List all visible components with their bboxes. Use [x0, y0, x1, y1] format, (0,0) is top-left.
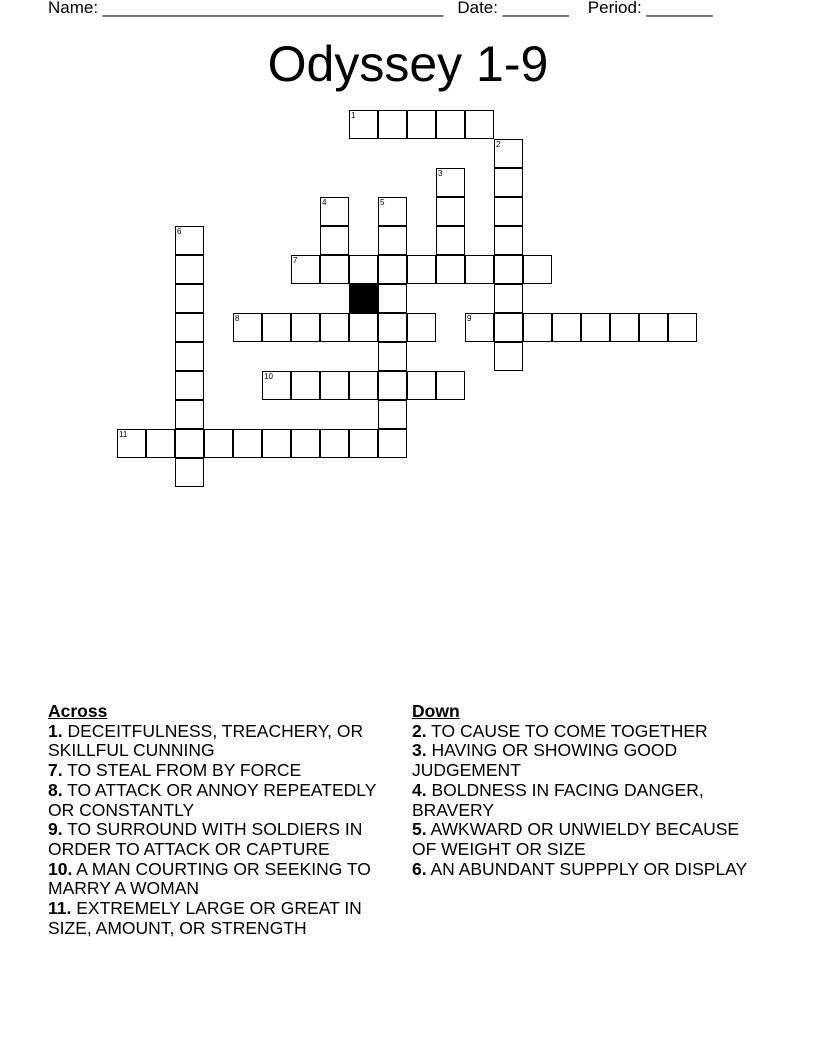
clue-text: BOLDNESS IN FACING DANGER, BRAVERY — [412, 779, 704, 820]
crossword-cell[interactable] — [291, 255, 320, 284]
clue-number: 8. — [48, 779, 63, 800]
crossword-cell[interactable] — [349, 110, 378, 139]
clue-text: AN ABUNDANT SUPPPLY OR DISPLAY — [426, 858, 748, 879]
crossword-cell[interactable] — [668, 313, 697, 342]
clue-text: TO ATTACK OR ANNOY REPEATEDLY OR CONSTANTLY — [48, 779, 377, 820]
crossword-cell[interactable] — [175, 429, 204, 458]
clue-number: 6. — [412, 858, 427, 879]
crossword-cell[interactable] — [349, 313, 378, 342]
crossword-cell[interactable] — [320, 226, 349, 255]
down-clue — [412, 722, 762, 742]
across-clue — [48, 820, 398, 859]
cell-number: 2 — [496, 140, 501, 149]
crossword-cell[interactable] — [175, 371, 204, 400]
crossword-cell[interactable] — [407, 255, 436, 284]
across-heading: Across — [48, 701, 108, 721]
crossword-cell[interactable] — [494, 168, 523, 197]
crossword-cell[interactable] — [407, 110, 436, 139]
crossword-cell[interactable] — [436, 197, 465, 226]
crossword-cell[interactable] — [378, 197, 407, 226]
across-clue — [48, 899, 398, 938]
across-clue — [48, 722, 398, 761]
clue-number: 4. — [412, 779, 427, 800]
clue-text: A MAN COURTING OR SEEKING TO MARRY A WOMAN — [48, 858, 371, 899]
crossword-cell[interactable] — [233, 429, 262, 458]
cell-number: 9 — [467, 314, 472, 323]
crossword-cell[interactable] — [465, 313, 494, 342]
crossword-cell[interactable] — [349, 371, 378, 400]
across-clue-list — [48, 722, 398, 939]
crossword-cell[interactable] — [378, 371, 407, 400]
crossword-grid — [0, 0, 816, 500]
cell-number: 7 — [293, 256, 298, 265]
clue-text: HAVING OR SHOWING GOOD JUDGEMENT — [412, 740, 678, 781]
crossword-cell[interactable] — [175, 458, 204, 487]
cell-number: 3 — [438, 169, 443, 178]
crossword-cell[interactable] — [523, 255, 552, 284]
crossword-cell[interactable] — [378, 400, 407, 429]
crossword-cell[interactable] — [610, 313, 639, 342]
crossword-cell[interactable] — [436, 371, 465, 400]
crossword-cell[interactable] — [465, 110, 494, 139]
crossword-cell[interactable] — [407, 371, 436, 400]
crossword-cell[interactable] — [175, 284, 204, 313]
cell-number: 5 — [380, 198, 385, 207]
clue-number: 1. — [48, 720, 63, 741]
period-field[interactable]: Period: _______ — [587, 0, 713, 17]
crossword-cell[interactable] — [175, 313, 204, 342]
name-field[interactable]: Name: ____________________________________ — [48, 0, 444, 17]
clue-text: AWKWARD OR UNWIELDY BECAUSE OF WEIGHT OR SIZE — [412, 819, 740, 859]
down-clues — [412, 702, 762, 879]
crossword-cell[interactable] — [378, 226, 407, 255]
crossword-cell[interactable] — [523, 313, 552, 342]
clue-number: 3. — [412, 740, 427, 761]
crossword-cell[interactable] — [494, 342, 523, 371]
cell-number: 10 — [264, 372, 273, 381]
crossword-cell[interactable] — [320, 255, 349, 284]
crossword-cell[interactable] — [378, 110, 407, 139]
clue-number: 11. — [48, 898, 72, 919]
clue-number: 9. — [48, 819, 63, 840]
crossword-cell[interactable] — [436, 110, 465, 139]
crossword-cell[interactable] — [349, 429, 378, 458]
across-clue — [48, 781, 398, 820]
page-title: Odyssey 1-9 — [267, 36, 549, 92]
crossword-cell[interactable] — [262, 371, 291, 400]
crossword-cell[interactable] — [175, 342, 204, 371]
clue-number: 2. — [412, 720, 427, 741]
crossword-cell[interactable] — [494, 226, 523, 255]
down-clue — [412, 781, 762, 820]
crossword-cell[interactable] — [494, 313, 523, 342]
crossword-cell[interactable] — [552, 313, 581, 342]
crossword-cell[interactable] — [639, 313, 668, 342]
crossword-cell[interactable] — [291, 313, 320, 342]
clue-number: 5. — [412, 819, 427, 840]
crossword-cell[interactable] — [465, 255, 494, 284]
crossword-cell[interactable] — [378, 313, 407, 342]
down-clue-list — [412, 722, 762, 880]
clue-text: TO STEAL FROM BY FORCE — [62, 760, 302, 781]
crossword-cell[interactable] — [320, 197, 349, 226]
crossword-cell[interactable] — [233, 313, 262, 342]
black-cell — [349, 284, 378, 313]
clue-number: 10. — [48, 858, 73, 879]
clue-number: 7. — [48, 760, 63, 781]
crossword-cell[interactable] — [175, 255, 204, 284]
crossword-cell[interactable] — [436, 255, 465, 284]
crossword-cell[interactable] — [436, 168, 465, 197]
crossword-cell[interactable] — [378, 255, 407, 284]
crossword-cell[interactable] — [262, 313, 291, 342]
crossword-cell[interactable] — [204, 429, 233, 458]
crossword-cell[interactable] — [175, 226, 204, 255]
crossword-cell[interactable] — [320, 371, 349, 400]
cell-number: 4 — [322, 198, 327, 207]
crossword-cell[interactable] — [262, 429, 291, 458]
down-heading: Down — [412, 701, 460, 721]
across-clue — [48, 860, 398, 899]
down-clue — [412, 741, 762, 780]
cell-number: 11 — [119, 430, 128, 439]
crossword-cell[interactable] — [175, 400, 204, 429]
crossword-cell[interactable] — [581, 313, 610, 342]
crossword-cell[interactable] — [117, 429, 146, 458]
crossword-cell[interactable] — [320, 429, 349, 458]
crossword-cell[interactable] — [378, 284, 407, 313]
crossword-cell[interactable] — [146, 429, 175, 458]
clue-text: TO CAUSE TO COME TOGETHER — [426, 720, 708, 741]
crossword-cell[interactable] — [436, 226, 465, 255]
crossword-cell[interactable] — [291, 429, 320, 458]
crossword-cell[interactable] — [320, 313, 349, 342]
cell-number: 8 — [235, 314, 240, 323]
crossword-cell[interactable] — [494, 255, 523, 284]
crossword-cell[interactable] — [494, 284, 523, 313]
crossword-cell[interactable] — [494, 139, 523, 168]
down-clue — [412, 860, 762, 880]
date-field[interactable]: Date: _______ — [457, 0, 569, 17]
clue-text: DECEITFULNESS, TREACHERY, OR SKILLFUL CUNNING — [48, 720, 364, 761]
crossword-cell[interactable] — [378, 342, 407, 371]
crossword-cell[interactable] — [291, 371, 320, 400]
crossword-cell[interactable] — [494, 197, 523, 226]
crossword-cell[interactable] — [378, 429, 407, 458]
clue-text: EXTREMELY LARGE OR GREAT IN SIZE, AMOUNT, OR STRENGTH — [48, 898, 362, 938]
across-clues — [48, 702, 398, 938]
cell-number: 6 — [177, 227, 182, 236]
cell-number: 1 — [351, 111, 356, 120]
across-clue — [48, 761, 398, 781]
crossword-cell[interactable] — [407, 313, 436, 342]
crossword-cell[interactable] — [349, 255, 378, 284]
clue-text: TO SURROUND WITH SOLDIERS IN ORDER TO ATTACK OR CAPTURE — [48, 819, 363, 859]
down-clue — [412, 820, 762, 859]
